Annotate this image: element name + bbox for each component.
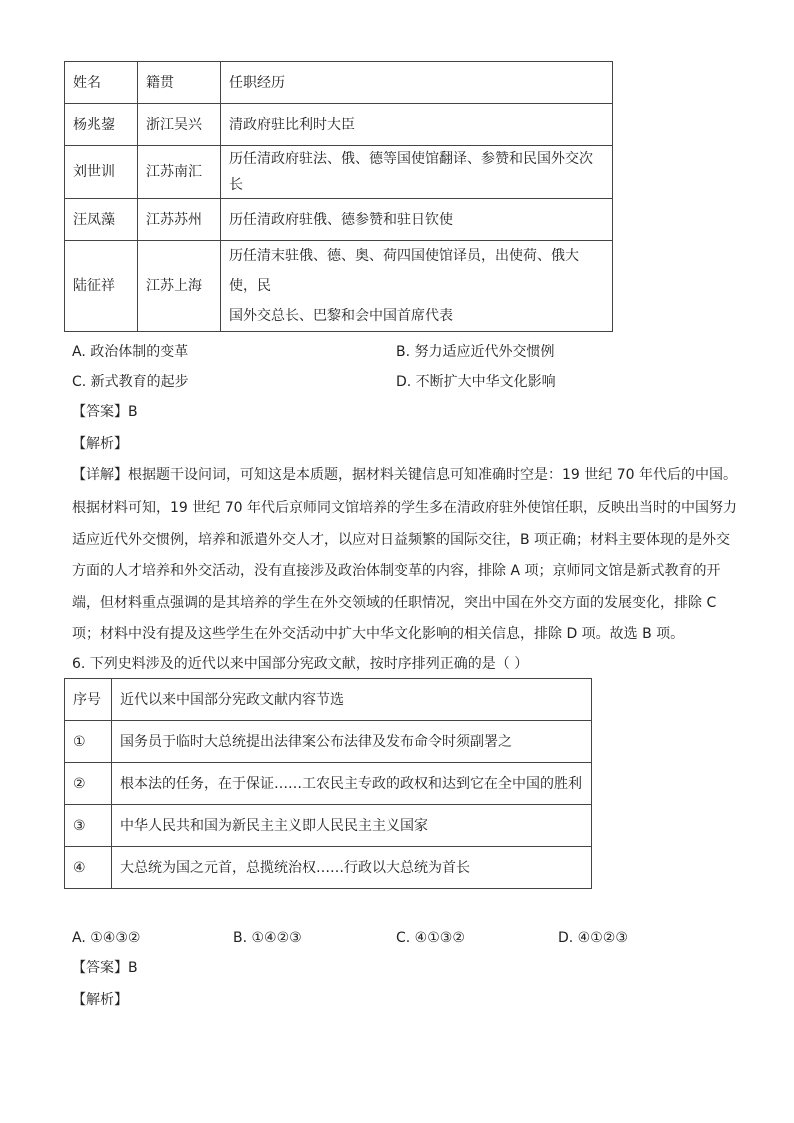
option-b: B. 努力适应近代外交惯例: [396, 344, 555, 360]
table-cell-line: 历任清末驻俄、德、奥、荷四国使馆译员，出使荷、俄大使，民: [229, 248, 579, 294]
table-cell: ②: [65, 763, 112, 805]
table-row: [65, 104, 613, 146]
analysis-text-line: 【详解】根据题干设问词，可知这是本质题，据材料关键信息可知准确时空是：19 世纪 70 年代后的中国。: [72, 467, 737, 483]
table-row: [65, 199, 613, 241]
table-row: [65, 763, 592, 805]
option-c: C. ④①③②: [396, 930, 465, 946]
table-cell: 历任清政府驻法、俄、德等国使馆翻译、参赞和民国外交次长: [221, 146, 613, 199]
option-a: A. 政治体制的变革: [72, 344, 189, 360]
table-cell-line: 国外交总长、巴黎和会中国首席代表: [229, 308, 453, 324]
table-header-cell: 近代以来中国部分宪政文献内容节选: [112, 679, 592, 721]
table-header-cell: 序号: [65, 679, 112, 721]
table-cell: 大总统为国之元首，总揽统治权……行政以大总统为首长: [112, 847, 592, 889]
table-cell: 中华人民共和国为新民主主义即人民民主主义国家: [112, 805, 592, 847]
table-cell: 汪凤藻: [65, 199, 138, 241]
analysis-text-line: 方面的人才培养和外交活动，没有直接涉及政治体制变革的内容，排除 A 项；京师同文馆是新式教育的开: [72, 563, 721, 579]
answer-line: 【答案】B: [72, 404, 138, 420]
table-header-cell: 任职经历: [221, 62, 613, 104]
table-header-cell: 籍贯: [138, 62, 221, 104]
table-cell: 江苏上海: [138, 241, 221, 332]
table-cell: 浙江吴兴: [138, 104, 221, 146]
table-cell: 根本法的任务，在于保证……工农民主专政的政权和达到它在全中国的胜利: [112, 763, 592, 805]
table-header-row: [65, 679, 592, 721]
option-d: D. ④①②③: [558, 930, 628, 946]
table-header-cell: 姓名: [65, 62, 138, 104]
table-cell: ①: [65, 721, 112, 763]
table-row: [65, 721, 592, 763]
table-cell: ④: [65, 847, 112, 889]
table-cell: 刘世训: [65, 146, 138, 199]
analysis-text-line: 根据材料可知，19 世纪 70 年代后京师同文馆培养的学生多在清政府驻外使馆任职，反映出当时的中国努力: [72, 500, 737, 516]
officials-table: [64, 61, 613, 332]
analysis-label: 【解析】: [72, 436, 128, 452]
table-cell: 陆征祥: [65, 241, 138, 332]
table-cell: [221, 241, 613, 332]
analysis-text-line: 适应近代外交惯例，培养和派遣外交人才，以应对日益频繁的国际交往，B 项正确；材料主要体现的是外交: [72, 532, 731, 548]
table-cell: 历任清政府驻俄、德参赞和驻日钦使: [221, 199, 613, 241]
analysis-label: 【解析】: [72, 992, 128, 1008]
analysis-text-line: 端，但材料重点强调的是其培养的学生在外交领域的任职情况，突出中国在外交方面的发展变化，排除 C: [72, 595, 717, 611]
table-cell: 清政府驻比利时大臣: [221, 104, 613, 146]
table-row: [65, 146, 613, 199]
table-cell: 国务员于临时大总统提出法律案公布法律及发布命令时须副署之: [112, 721, 592, 763]
table-cell: 江苏南汇: [138, 146, 221, 199]
option-a: A. ①④③②: [72, 930, 141, 946]
option-c: C. 新式教育的起步: [72, 374, 189, 390]
table-cell: 杨兆鋆: [65, 104, 138, 146]
question-6-stem: 6. 下列史料涉及的近代以来中国部分宪政文献，按时序排列正确的是（ ）: [72, 656, 529, 672]
table-cell: 江苏苏州: [138, 199, 221, 241]
option-d: D. 不断扩大中华文化影响: [396, 374, 556, 390]
table-cell: ③: [65, 805, 112, 847]
constitution-table: [64, 678, 592, 889]
table-row: [65, 241, 613, 332]
table-header-row: [65, 62, 613, 104]
answer-line: 【答案】B: [72, 960, 138, 976]
table-row: [65, 805, 592, 847]
table-row: [65, 847, 592, 889]
option-b: B. ①④②③: [233, 930, 302, 946]
analysis-text-line: 项；材料中没有提及这些学生在外交活动中扩大中华文化影响的相关信息，排除 D 项。故选 B 项。: [72, 626, 685, 642]
